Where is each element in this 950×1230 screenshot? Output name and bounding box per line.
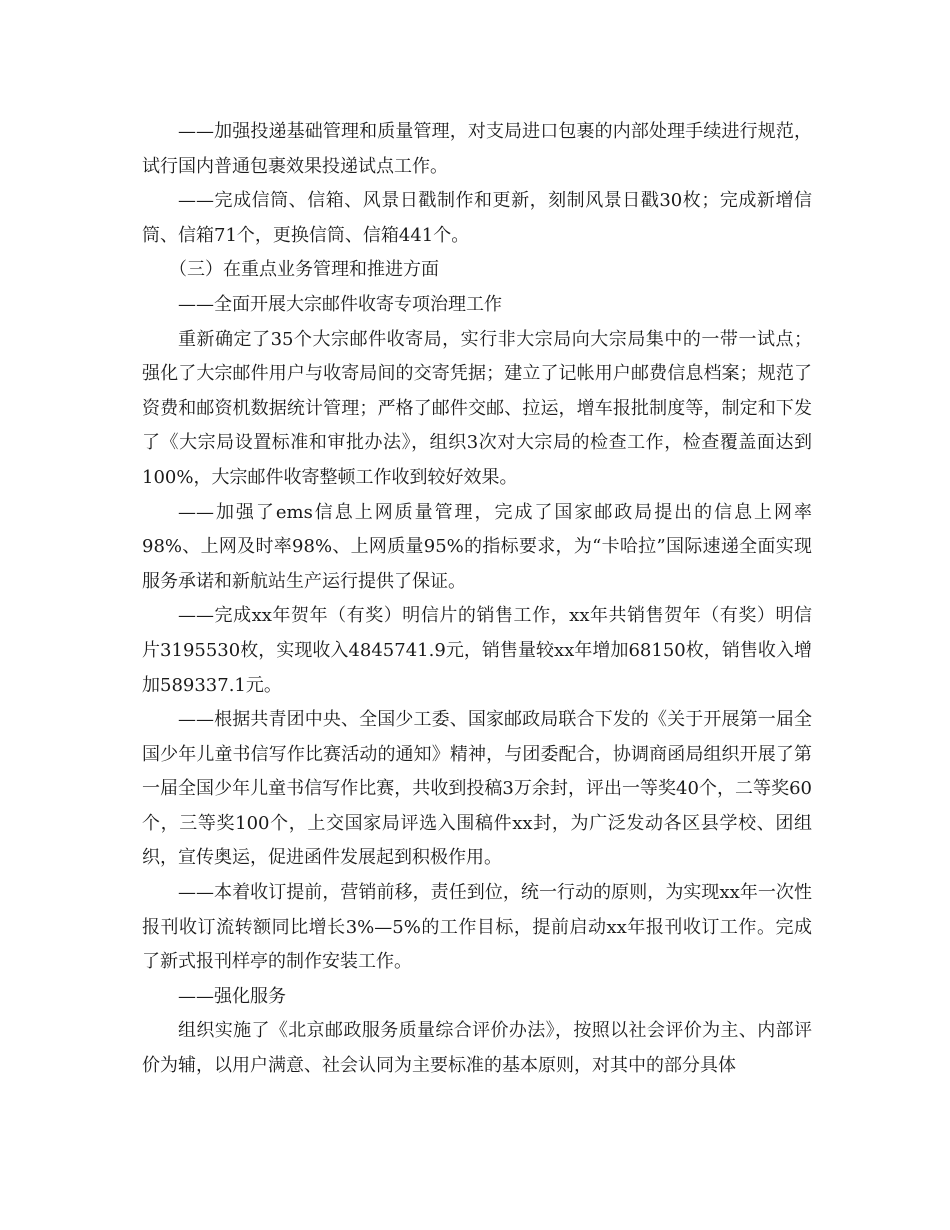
paragraph-mailbox-postmark: ——完成信筒、信箱、风景日戳制作和更新，刻制风景日戳30枚；完成新增信筒、信箱71个，更换信筒、信箱441个。: [142, 190, 812, 246]
paragraph-service-title: ——强化服务: [178, 985, 286, 1007]
paragraph-service-evaluation: 组织实施了《北京邮政服务质量综合评价办法》，按照以社会评价为主、内部评价为辅，以用户满意、社会认同为主要标准的基本原则，对其中的部分具体: [142, 1020, 812, 1077]
paragraph-delivery-management: ——加强投递基础管理和质量管理，对支局进口包裹的内部处理手续进行规范，试行国内普通包裹效果投递试点工作。: [142, 121, 812, 177]
paragraph-newspaper-subscription: ——本着收订提前，营销前移，责任到位，统一行动的原则，为实现xx年一次性报刊收订流转额同比增长3%—5%的工作目标，提前启动xx年报刊收订工作。完成了新式报刊样亭的制作安装工作。: [142, 882, 812, 973]
paragraph-bulk-mail-title: ——全面开展大宗邮件收寄专项治理工作: [178, 293, 502, 315]
section-heading-key-business: （三）在重点业务管理和推进方面: [169, 259, 439, 281]
paragraph-letter-writing-contest: ——根据共青团中央、全国少工委、国家邮政局联合下发的《关于开展第一届全国少年儿童书信写作比赛活动的通知》精神，与团委配合，协调商函局组织开展了第一届全国少年儿童书信写作比赛，共收到投稿3万余封，评出一等奖40个，二等奖60个，三等奖100个，上交国家局评选入围稿件xx封，为广泛发动各区县学校、团组织，宣传奥运，促进函件发展起到积极作用。: [142, 709, 812, 869]
document-page: [142, 115, 812, 1084]
paragraph-bulk-mail-details: 重新确定了35个大宗邮件收寄局，实行非大宗局向大宗局集中的一带一试点；强化了大宗邮件用户与收寄局间的交寄凭据；建立了记帐用户邮费信息档案；规范了资费和邮资机数据统计管理；严格了邮件交邮、拉运，增车报批制度等，制定和下发了《大宗局设置标准和审批办法》，组织3次对大宗局的检查工作，检查覆盖面达到100%，大宗邮件收寄整顿工作收到较好效果。: [142, 328, 812, 488]
paragraph-greeting-cards: ——完成xx年贺年（有奖）明信片的销售工作，xx年共销售贺年（有奖）明信片3195530枚，实现收入4845741.9元，销售量较xx年增加68150枚，销售收入增加589337.1元。: [142, 605, 812, 696]
paragraph-ems-quality: ——加强了ems信息上网质量管理，完成了国家邮政局提出的信息上网率98%、上网及时率98%、上网质量95%的指标要求，为“卡哈拉”国际速递全面实现服务承诺和新航站生产运行提供了保证。: [142, 501, 812, 592]
